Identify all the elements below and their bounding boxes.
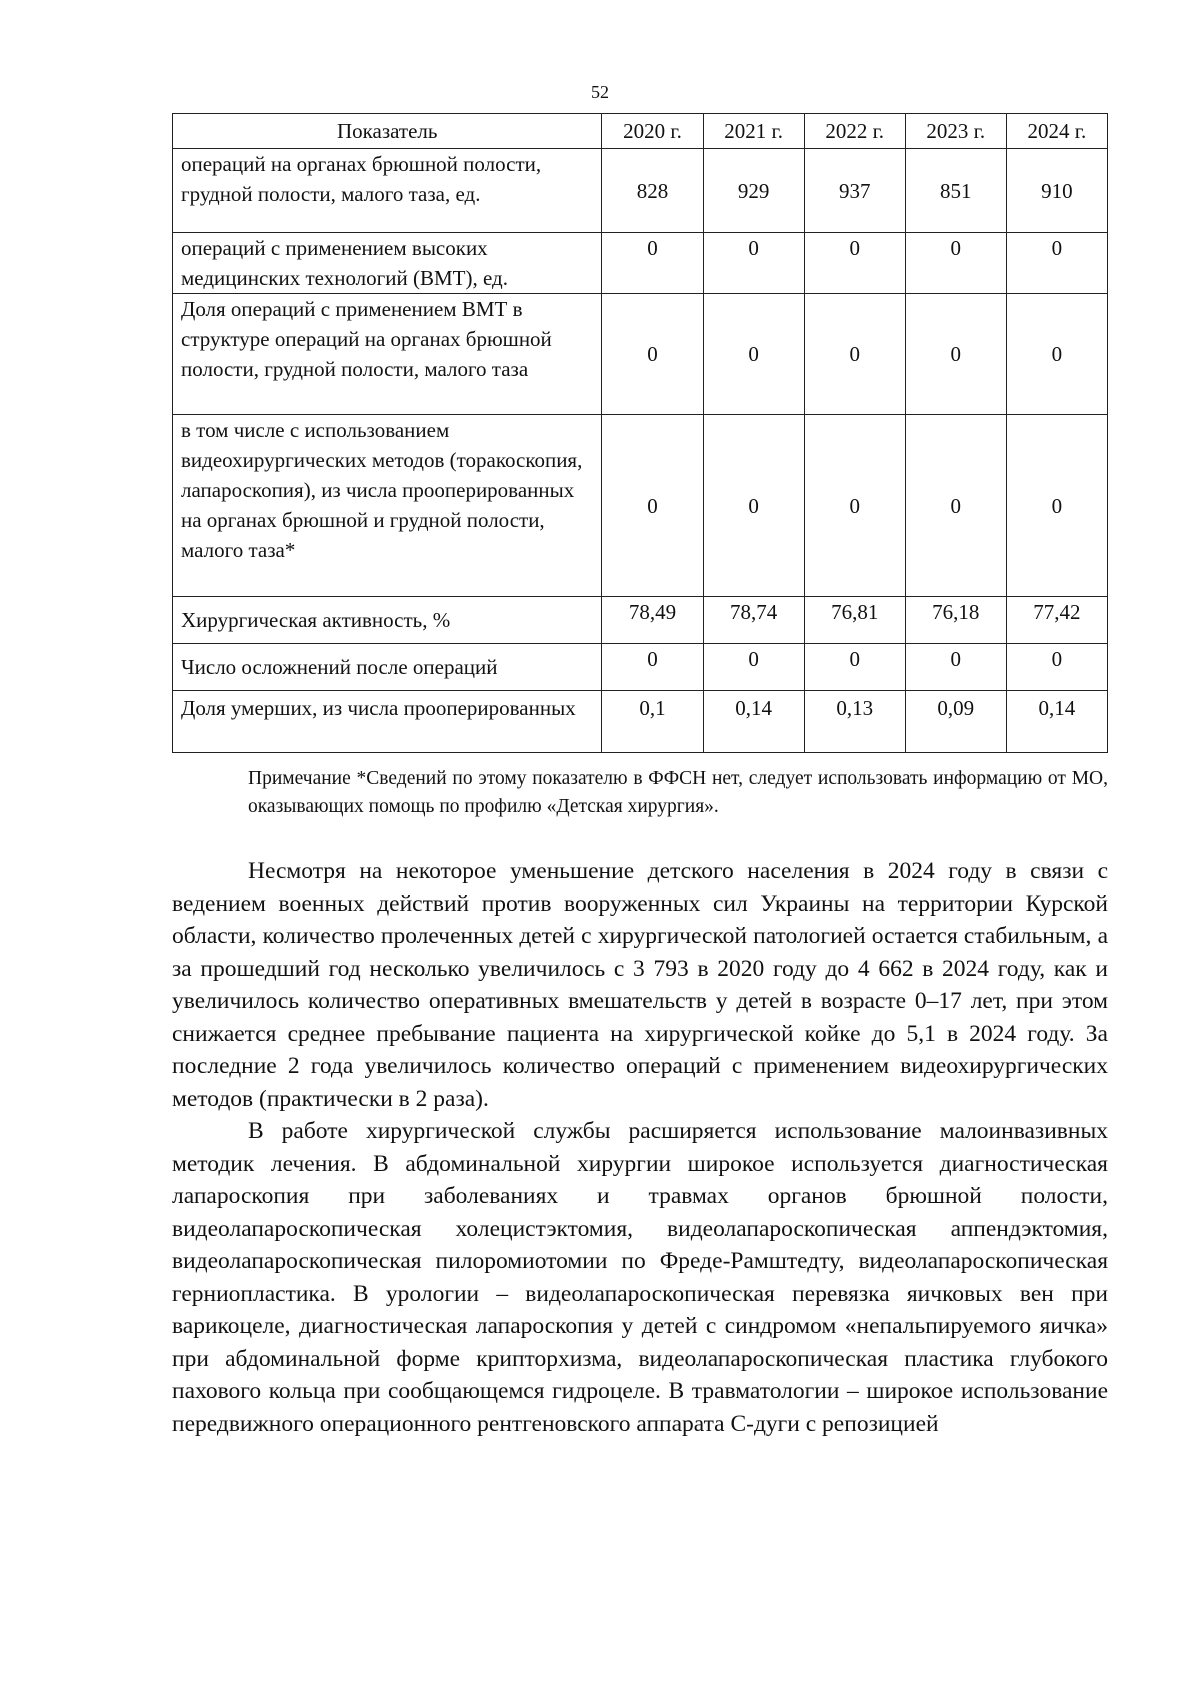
table-cell: 0: [804, 415, 905, 597]
table-cell: 0,13: [804, 691, 905, 753]
header-indicator: Показатель: [173, 114, 602, 149]
table-cell: 0: [1006, 294, 1107, 415]
table-cell: 0,09: [905, 691, 1006, 753]
table-row: [173, 149, 1108, 233]
table-cell: 0: [1006, 415, 1107, 597]
paragraph: В работе хирургической службы расширяется использование малоинвазивных методик лечения. В абдоминальной хирургии широкое используется диагностическая лапароскопия при заболеваниях и травмах органов брюшной полости, видеолапароскопическая холецистэктомия, видеолапароскопическая аппендэктомия, видеолапароскопическая пилоромиотомии по Фреде-Рамштедту, видеолапароскопическая герниопластика. В урологии – видеолапароскопическая перевязка яичковых вен при варикоцеле, диагностическая лапароскопия у детей с синдромом «непальпируемого яичка» при абдоминальной форме крипторхизма, видеолапароскопическая пластика глубокого пахового кольца при сообщающемся гидроцеле. В травматологии – широкое использование передвижного операционного рентгеновского аппарата С-дуги с репозицией: [172, 1118, 1108, 1437]
table-cell: 76,81: [804, 597, 905, 644]
statistics-table: [172, 113, 1108, 753]
row-label: операций на органах брюшной полости, грудной полости, малого таза, ед.: [173, 149, 602, 233]
row-label: операций с применением высоких медицинских технологий (ВМТ), ед.: [173, 233, 602, 294]
table-cell: 0: [703, 644, 804, 691]
row-label: Число осложнений после операций: [173, 644, 602, 691]
table-cell: 0: [1006, 233, 1107, 294]
header-year-2024: 2024 г.: [1006, 114, 1107, 149]
table-cell: 0: [804, 233, 905, 294]
table-cell: 76,18: [905, 597, 1006, 644]
table-row: [173, 691, 1108, 753]
header-year-2023: 2023 г.: [905, 114, 1006, 149]
table-cell: 929: [703, 149, 804, 233]
row-label: Хирургическая активность, %: [173, 597, 602, 644]
page-number: 52: [591, 82, 609, 102]
header-year-2022: 2022 г.: [804, 114, 905, 149]
table-row: [173, 644, 1108, 691]
table-cell: 0: [905, 294, 1006, 415]
table-cell: 828: [602, 149, 703, 233]
header-year-2021: 2021 г.: [703, 114, 804, 149]
table-cell: 0,1: [602, 691, 703, 753]
table-cell: 0: [905, 233, 1006, 294]
row-label: Доля умерших, из числа прооперированных: [173, 691, 602, 753]
paragraph: Несмотря на некоторое уменьшение детского населения в 2024 году в связи с ведением военных действий против вооруженных сил Украины на территории Курской области, количество пролеченных детей с хирургической патологией остается стабильным, а за прошедший год несколько увеличилось с 3 793 в 2020 году до 4 662 в 2024 году, как и увеличилось количество оперативных вмешательств у детей в возрасте 0–17 лет, при этом снижается среднее пребывание пациента на хирургической койке до 5,1 в 2024 году. За последние 2 года увеличилось количество операций с применением видеохирургических методов (практически в 2 раза).: [172, 858, 1108, 1112]
table-cell: 0: [804, 644, 905, 691]
table-cell: 78,49: [602, 597, 703, 644]
table-cell: 851: [905, 149, 1006, 233]
row-label: в том числе с использованием видеохирургических методов (торакоскопия, лапароскопия), из числа прооперированных на органах брюшной и грудной полости, малого таза*: [173, 415, 602, 597]
table-cell: 0: [602, 415, 703, 597]
table-row: [173, 233, 1108, 294]
table-cell: 0: [703, 233, 804, 294]
table-cell: 78,74: [703, 597, 804, 644]
table-header-row: [173, 114, 1108, 149]
table-row: [173, 415, 1108, 597]
table-cell: 937: [804, 149, 905, 233]
table-cell: 910: [1006, 149, 1107, 233]
table-cell: 0,14: [1006, 691, 1107, 753]
table-cell: 0,14: [703, 691, 804, 753]
table-row: [173, 597, 1108, 644]
header-year-2020: 2020 г.: [602, 114, 703, 149]
row-label: Доля операций с применением ВМТ в структуре операций на органах брюшной полости, грудной полости, малого таза: [173, 294, 602, 415]
table-cell: 0: [703, 415, 804, 597]
table-cell: 0: [602, 644, 703, 691]
body-text: [172, 855, 1108, 1440]
table-cell: 0: [804, 294, 905, 415]
table-cell: 0: [703, 294, 804, 415]
table-cell: 0: [602, 233, 703, 294]
table-row: [173, 294, 1108, 415]
table-cell: 0: [905, 415, 1006, 597]
table-note: [172, 765, 1108, 821]
table-cell: 77,42: [1006, 597, 1107, 644]
table-cell: 0: [905, 644, 1006, 691]
table-note-text: Примечание *Сведений по этому показателю в ФФСН нет, следует использовать информацию от МО, оказывающих помощь по профилю «Детская хирургия».: [248, 768, 1108, 817]
table-cell: 0: [602, 294, 703, 415]
table-cell: 0: [1006, 644, 1107, 691]
